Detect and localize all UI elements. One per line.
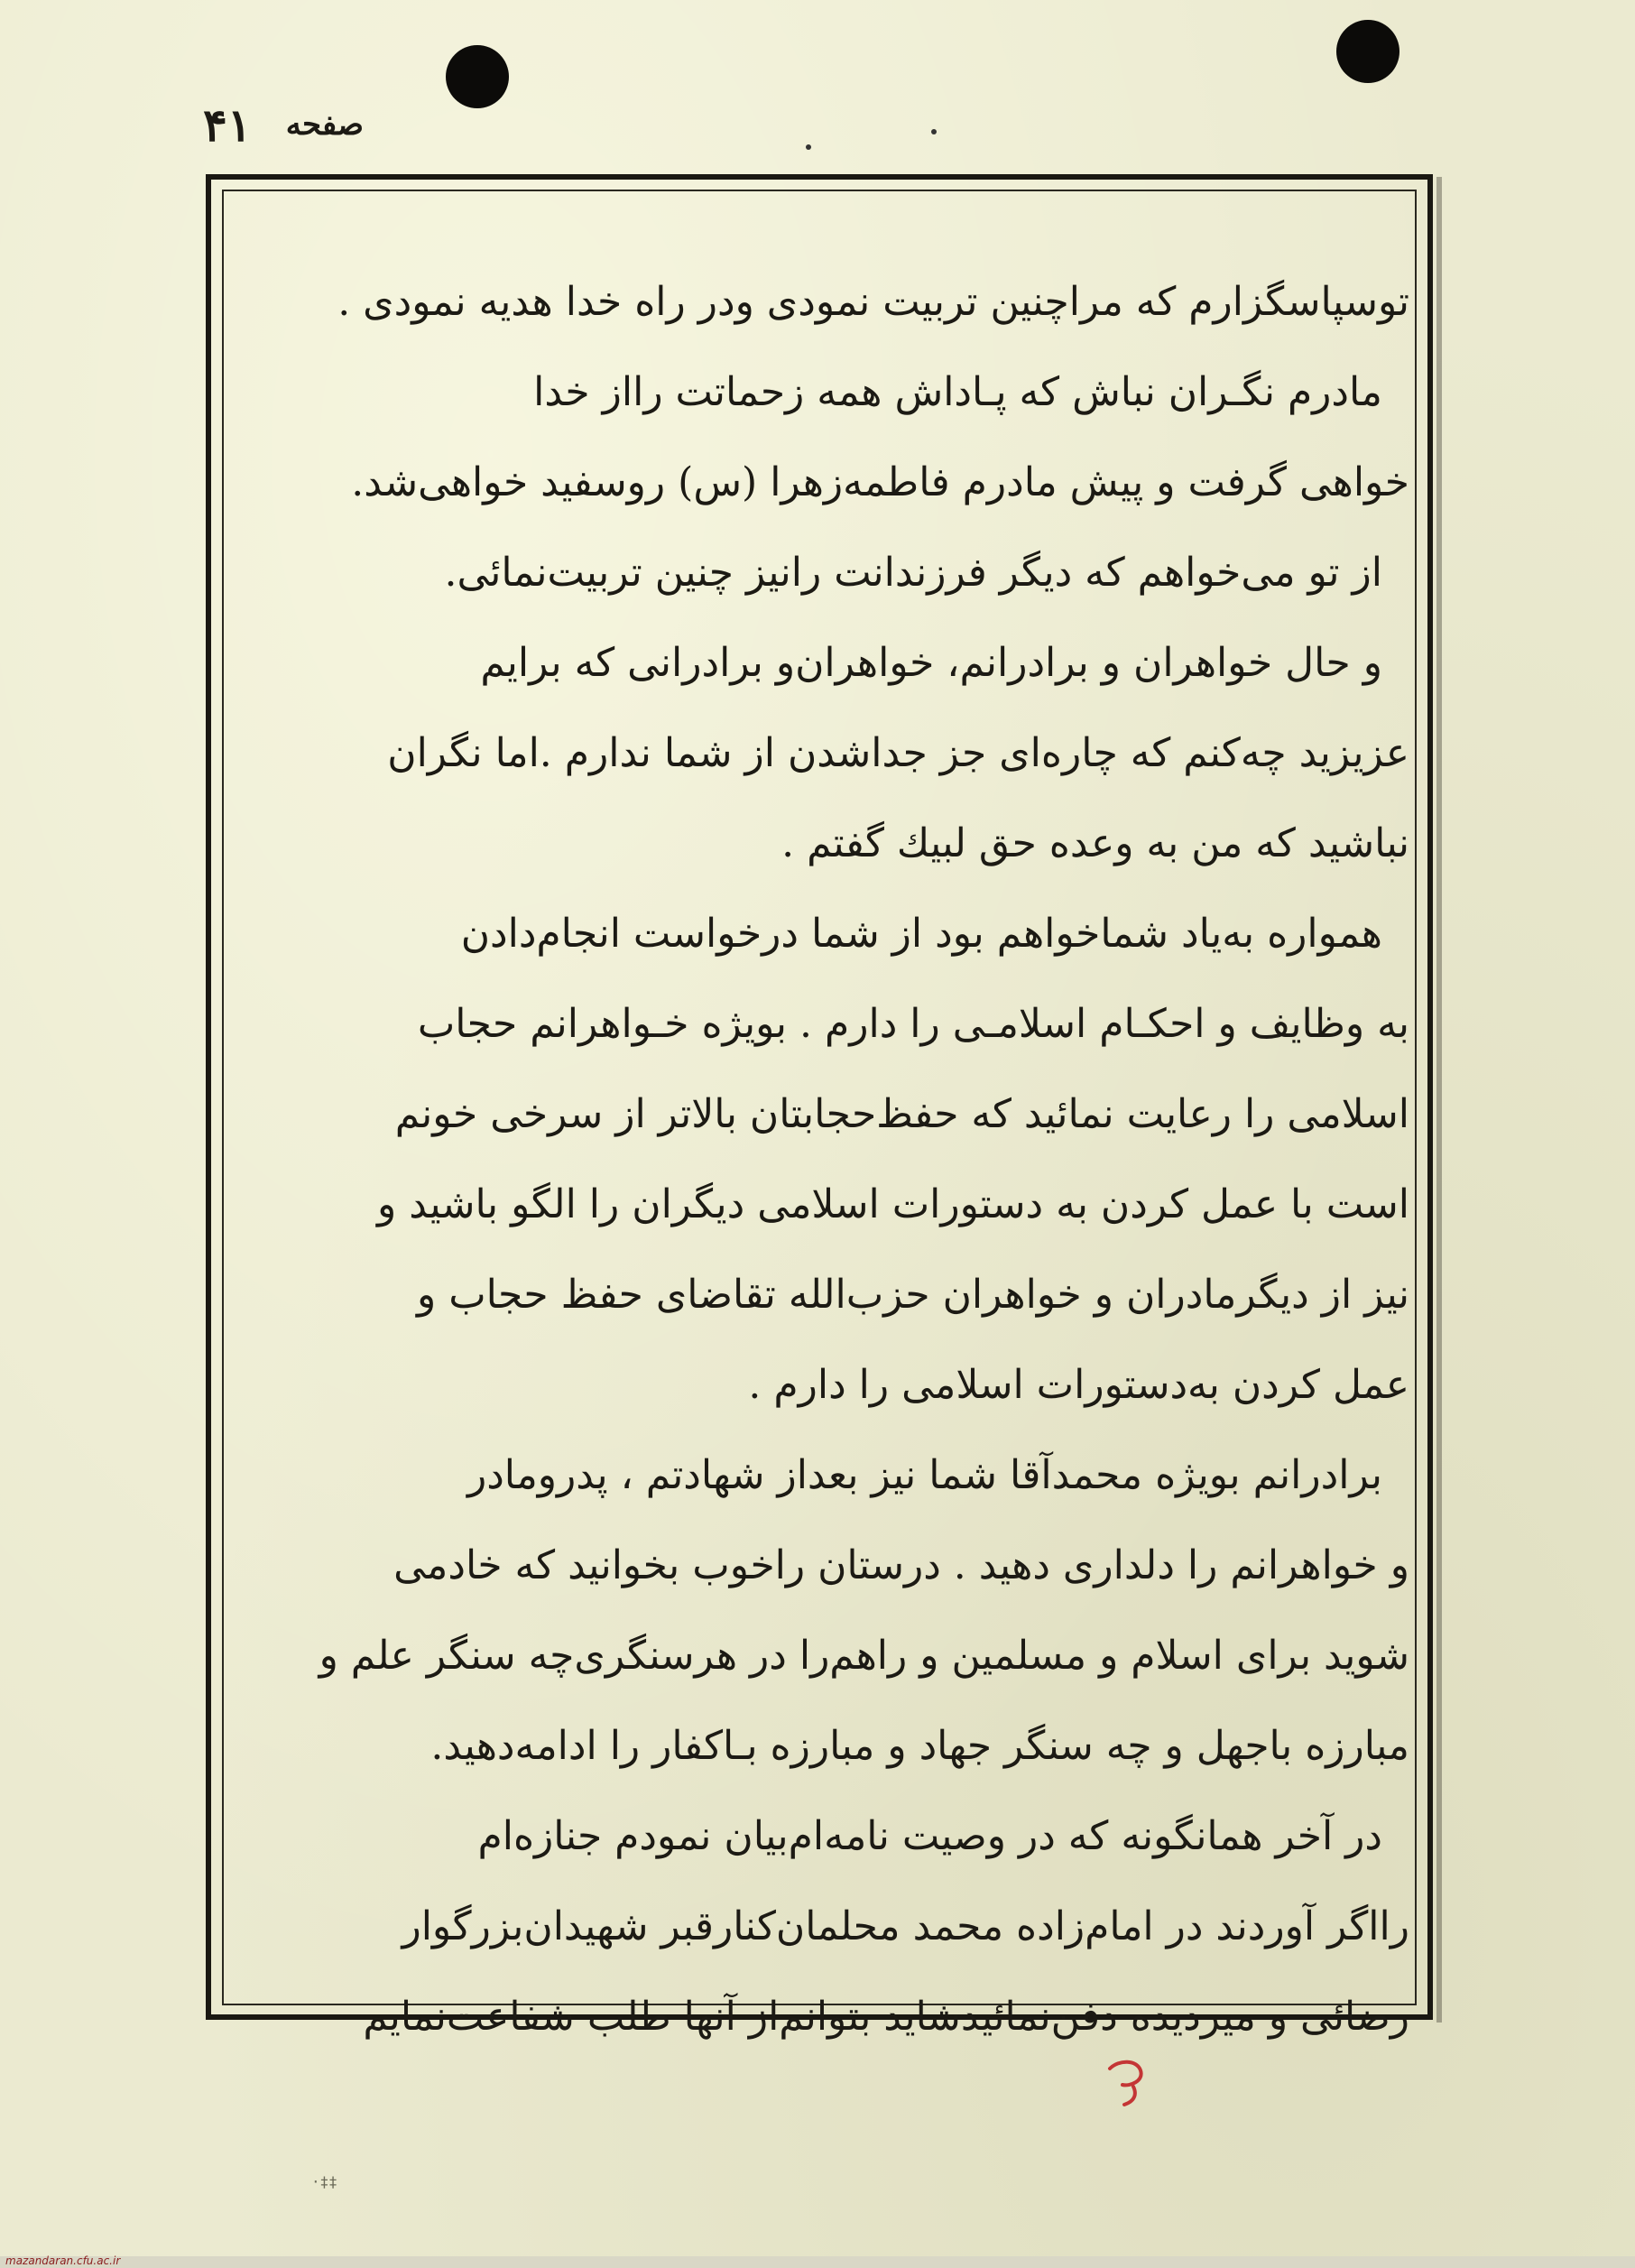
page-number: ۴۱ — [203, 97, 252, 152]
scan-mark: ·‡‡ — [311, 2173, 337, 2190]
text-line: همواره به‌یاد شماخواهم بود از شما درخواست انجام‌دادن — [460, 911, 1382, 957]
text-line: مادرم نگـران نباش که پـاداش همه زحماتت راا‌ز خدا — [533, 369, 1382, 415]
text-line: برادرانم بویژه محمدآقا شما نیز بعداز شهادتم ، پدرومادر — [466, 1452, 1382, 1498]
punch-hole-right — [1336, 20, 1399, 83]
text-line: عزیزید چه‌کنم که چاره‌ای جز جداشدن از شما ندارم .اما نگران — [387, 730, 1409, 776]
text-line: و حال خواهران و برادرانم، خواهران‌و برادرانی که برایم — [480, 640, 1382, 686]
text-line: در آخر همانگونه که در وصیت نامه‌ام‌بیان نمودم جنازه‌ام — [477, 1813, 1382, 1859]
text-line: نباشید که من به وعده حق لبیك گفتم . — [781, 820, 1409, 866]
stray-dot — [931, 129, 937, 134]
text-line: است با عمل کردن به دستورات اسلامی دیگران را الگو باشید و — [377, 1181, 1409, 1227]
text-line: عمل کردن به‌دستورات اسلامی را دارم . — [748, 1362, 1409, 1408]
text-line: مبارزه باجهل و چه سنگر جهاد و مبارزه بـاکفار را ادامه‌دهید. — [430, 1723, 1409, 1769]
text-line: رااگر آوردند در امام‌زاده محمد محلمان‌کنارقبر شهیدان‌بزرگوار — [402, 1903, 1409, 1949]
text-line: به وظایف و احکـام اسلامـی را دارم . بویژه خـواهرانم حجاب — [417, 1001, 1409, 1047]
text-line: خواهی گرفت و پیش مادرم فاطمه‌زهرا (س) روسفید خواهی‌شد. — [351, 459, 1409, 505]
page-label: صفحه — [285, 106, 364, 143]
text-line: از تو می‌خواهم که دیگر فرزندانت رانیز چنین تربیت‌نمائی. — [444, 550, 1382, 596]
text-line: توسپاسگزارم که مراچنین تربیت نمودی ودر راه خدا هدیه نمودی . — [337, 279, 1409, 325]
punch-hole-left — [446, 45, 509, 108]
text-line: اسلامی را رعایت نمائید که حفظ‌حجابتان بالاتر از سرخی خونم — [394, 1091, 1409, 1137]
frame-shadow — [1436, 177, 1442, 2023]
footer-watermark: mazandaran.cfu.ac.ir — [5, 2254, 121, 2267]
text-line: و خواهرانم را دلداری دهید . درستان راخوب بخوانید که خادمی — [393, 1542, 1409, 1588]
handwritten-page-number — [1097, 2047, 1160, 2110]
stray-dot — [806, 144, 811, 150]
footer-bar — [0, 2256, 1635, 2268]
text-line: رضائی و میردیده دفن‌نمائیدشاید بتوانم‌از آنها طلب شفاعت‌نمایم — [363, 1994, 1409, 2040]
page-header — [203, 97, 420, 152]
letter-body — [236, 257, 1409, 2040]
text-line: شوید برای اسلام و مسلمین و راهم‌را در هرسنگری‌چه سنگر علم و — [319, 1633, 1409, 1679]
text-line: نیز از دیگرمادران و خواهران حزب‌الله تقاضای حفظ حجاب و — [416, 1272, 1409, 1318]
